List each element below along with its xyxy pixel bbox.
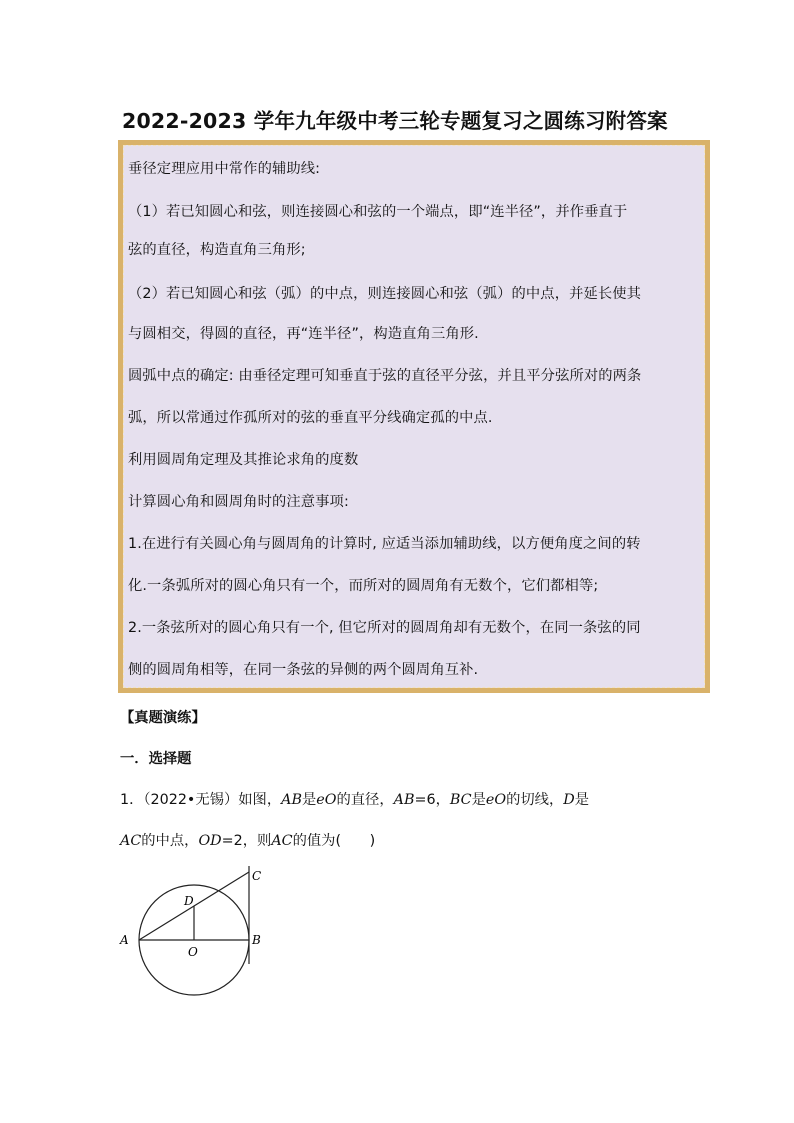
section-subheading: 一．选择题 [120,751,192,767]
math-var: AB [393,792,415,808]
question-text: 的切线， [506,792,564,808]
math-var: AB [281,792,302,808]
box-line: 弧，所以常通过作孤所对的弦的垂直平分线确定孤的中点. [128,410,493,426]
math-var: eO [316,792,337,808]
question-text: 是 [471,792,486,808]
question-text: 是 [574,792,590,808]
question-text: =6， [414,792,450,808]
section-heading: 【真题演练】 [120,710,206,726]
box-line: 侧的圆周角相等，在同一条弦的异侧的两个圆周角互补. [128,662,479,678]
math-var: BC [449,792,472,808]
question-text: 是 [301,792,317,808]
box-line: 与圆相交，得圆的直径，再“连半径”，构造直角三角形. [128,326,479,342]
math-var: D [563,792,575,808]
math-var: eO [485,792,507,808]
label-a: A [120,933,129,947]
box-line: 圆弧中点的确定: 由垂径定理可知垂直于弦的直径平分弦，并且平分弦所对的两条 [128,368,642,384]
box-line: 利用圆周角定理及其推论求角的度数 [128,452,359,468]
math-var: OD [198,833,222,849]
question-text: =2，则 [221,833,272,849]
box-line: 化.一条弧所对的圆心角只有一个，而所对的圆周角有无数个，它们都相等; [128,578,599,594]
question-text: 的直径， [336,792,394,808]
label-o: O [188,945,198,959]
box-line: （1）若已知圆心和弦，则连接圆心和弦的一个端点，即“连半径”，并作垂直于 [128,204,628,220]
box-line: （2）若已知圆心和弦（弧）的中点，则连接圆心和弦（弧）的中点，并延长使其 [128,286,642,302]
question-line-1 [120,789,589,809]
question-text: 1．（2022•无锡）如图， [120,792,282,808]
question-line-2 [120,830,375,850]
box-line: 2.一条弦所对的圆心角只有一个, 但它所对的圆周角却有无数个，在同一条弦的同 [128,620,641,636]
box-line: 垂径定理应用中常作的辅助线: [128,161,321,177]
box-line: 计算圆心角和圆周角时的注意事项: [128,494,349,510]
label-c: C [252,869,262,883]
label-d: D [184,894,194,908]
label-b: B [252,933,261,947]
math-var: AC [120,833,142,849]
geometry-figure [112,858,282,1008]
page-title: 2022-2023 学年九年级中考三轮专题复习之圆练习附答案 [122,109,668,133]
question-text: 的值为( ) [292,833,376,849]
question-text: 的中点， [141,833,199,849]
box-line: 1.在进行有关圆心角与圆周角的计算时, 应适当添加辅助线，以方便角度之间的转 [128,536,641,552]
box-line: 弦的直径，构造直角三角形; [128,242,306,258]
math-var: AC [271,833,293,849]
